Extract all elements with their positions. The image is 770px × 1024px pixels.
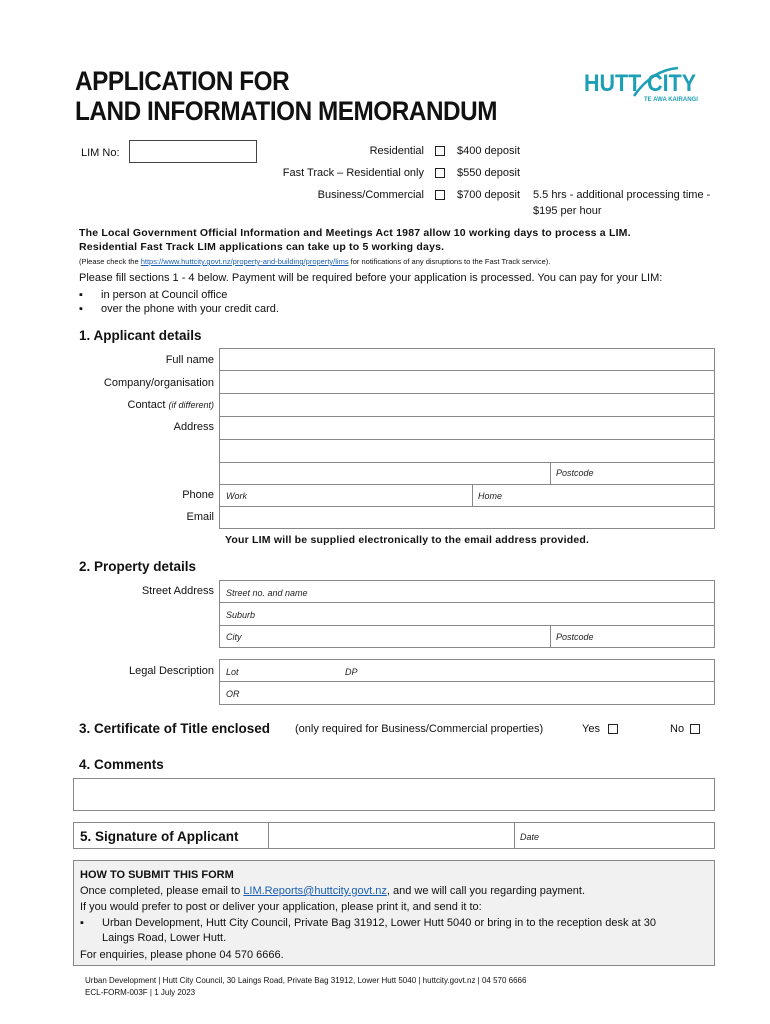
submit-line-1-prefix: Once completed, please email to [80, 885, 244, 897]
submit-bullet: ▪ Urban Development, Hutt City Council, Private Bag 31912, Lower Hutt 5040 or bring in to the reception desk at 30 [80, 917, 656, 929]
option-business-note2: $195 per hour [533, 205, 602, 217]
submit-line-1 [80, 885, 585, 897]
contact-label-text: Contact [127, 399, 166, 411]
lim-no-input[interactable] [129, 140, 257, 163]
property-lims-link[interactable]: https://www.huttcity.govt.nz/property-and-building/property/lims [140, 257, 349, 266]
option-business-label: Business/Commercial [317, 189, 424, 201]
check-notice [79, 257, 550, 266]
section-signature-heading: 5. Signature of Applicant [80, 829, 239, 844]
section-applicant-heading: 1. Applicant details [79, 328, 202, 343]
phone-home-input[interactable] [472, 485, 715, 507]
address-input-line-2[interactable] [219, 440, 715, 463]
or-hint: OR [226, 689, 240, 699]
title-line-2: LAND INFORMATION MEMORANDUM [75, 96, 498, 126]
certificate-yes-label: Yes [582, 723, 600, 735]
section-comments-heading: 4. Comments [79, 757, 164, 772]
pay-option-item: ▪ in person at Council office [79, 289, 228, 301]
checkbox-residential[interactable] [435, 146, 445, 156]
company-input[interactable] [219, 371, 715, 394]
legal-or-input[interactable] [219, 682, 715, 705]
full-name-input[interactable] [219, 348, 715, 371]
certificate-note: (only required for Business/Commercial properties) [295, 723, 544, 735]
logo-swoosh-icon [582, 66, 700, 104]
phone-work-input[interactable] [219, 485, 473, 507]
svg-text:TE AWA KAIRANGI: TE AWA KAIRANGI [644, 97, 698, 103]
footer-form-id: ECL-FORM-003F | 1 July 2023 [85, 988, 196, 997]
suburb-input[interactable] [219, 603, 715, 626]
submit-bullet-line-1: Urban Development, Hutt City Council, Private Bag 31912, Lower Hutt 5040 or bring in to the reception desk at 30 [102, 917, 656, 929]
fill-instructions: Please fill sections 1 - 4 below. Payment will be required before your application is processed. You can pay for your LIM: [79, 272, 663, 284]
address-postcode-input[interactable] [550, 463, 715, 485]
signature-input[interactable] [73, 822, 515, 849]
section-certificate-heading: 3. Certificate of Title enclosed [79, 721, 271, 736]
pay-option-label: in person at Council office [101, 289, 228, 301]
address-label: Address [173, 421, 214, 433]
checkbox-certificate-no[interactable] [690, 724, 700, 734]
contact-input[interactable] [219, 394, 715, 417]
city-input[interactable] [219, 626, 551, 648]
suburb-hint: Suburb [226, 610, 256, 620]
email-note: Your LIM will be supplied electronically to the email address provided. [225, 534, 590, 546]
submit-line-1-suffix: , and we will call you regarding payment. [386, 885, 586, 897]
act-notice-line-1: The Local Government Official Information and Meetings Act 1987 allow 10 working days to process a LIM. [79, 227, 631, 239]
submit-enquiries: For enquiries, please phone 04 570 6666. [80, 949, 284, 961]
date-input[interactable] [514, 822, 715, 849]
pay-option-item: ▪ over the phone with your credit card. [79, 303, 279, 315]
comments-textarea[interactable] [73, 778, 715, 811]
act-notice-line-2: Residential Fast Track LIM applications can take up to 5 working days. [79, 241, 445, 253]
checkbox-business[interactable] [435, 190, 445, 200]
street-hint: Street no. and name [226, 588, 308, 598]
home-hint: Home [478, 491, 503, 501]
option-residential-label: Residential [369, 145, 424, 157]
option-business-note: 5.5 hrs - additional processing time - [533, 189, 711, 201]
street-address-label: Street Address [141, 585, 214, 597]
full-name-label: Full name [165, 354, 214, 366]
property-postcode-input[interactable] [550, 626, 715, 648]
city-hint: City [226, 632, 242, 642]
certificate-no-label: No [670, 723, 685, 735]
street-input[interactable] [219, 580, 715, 603]
how-to-submit-panel [73, 860, 715, 966]
section-property-heading: 2. Property details [79, 559, 197, 574]
address-input-line-1[interactable] [219, 417, 715, 440]
checkbox-fasttrack[interactable] [435, 168, 445, 178]
hutt-city-logo [582, 66, 700, 104]
checkbox-certificate-yes[interactable] [608, 724, 618, 734]
footer-address: Urban Development | Hutt City Council, 30 Laings Road, Private Bag 31912, Lower Hutt 5040 | huttcity.govt.nz | 04 570 6666 [85, 976, 527, 985]
submit-bullet-line-2: Laings Road, Lower Hutt. [102, 932, 227, 944]
check-suffix: for notifications of any disruptions to the Fast Track service). [348, 257, 551, 266]
contact-label [80, 399, 214, 411]
lim-reports-email-link[interactable]: LIM.Reports@huttcity.govt.nz [243, 885, 387, 897]
dp-hint: DP [345, 667, 358, 677]
signature-heading-cell [74, 823, 269, 848]
option-residential-price: $400 deposit [457, 145, 520, 157]
email-input[interactable] [219, 507, 715, 529]
submit-heading: HOW TO SUBMIT THIS FORM [80, 869, 234, 881]
legal-lot-dp-input[interactable] [219, 659, 715, 682]
company-label: Company/organisation [103, 377, 214, 389]
page-title [75, 66, 497, 126]
option-business-price: $700 deposit [457, 189, 520, 201]
postcode-hint: Postcode [556, 632, 594, 642]
title-line-1: APPLICATION FOR [75, 66, 290, 96]
email-label: Email [186, 511, 214, 523]
date-hint: Date [520, 832, 540, 842]
check-prefix: (Please check the [79, 257, 141, 266]
postcode-hint: Postcode [556, 468, 594, 478]
address-input-line-3[interactable] [219, 463, 551, 485]
contact-hint: (if different) [168, 400, 214, 410]
legal-description-label: Legal Description [129, 665, 214, 677]
work-hint: Work [226, 491, 247, 501]
svg-text:HUTT CITY: HUTT CITY [584, 70, 696, 97]
lim-no-label: LIM No: [81, 147, 120, 159]
lot-hint: Lot [226, 667, 239, 677]
option-fasttrack-price: $550 deposit [457, 167, 520, 179]
phone-label: Phone [182, 489, 214, 501]
submit-line-2: If you would prefer to post or deliver your application, please print it, and send it to: [80, 901, 482, 913]
pay-option-label: over the phone with your credit card. [101, 303, 279, 315]
option-fasttrack-label: Fast Track – Residential only [282, 167, 424, 179]
